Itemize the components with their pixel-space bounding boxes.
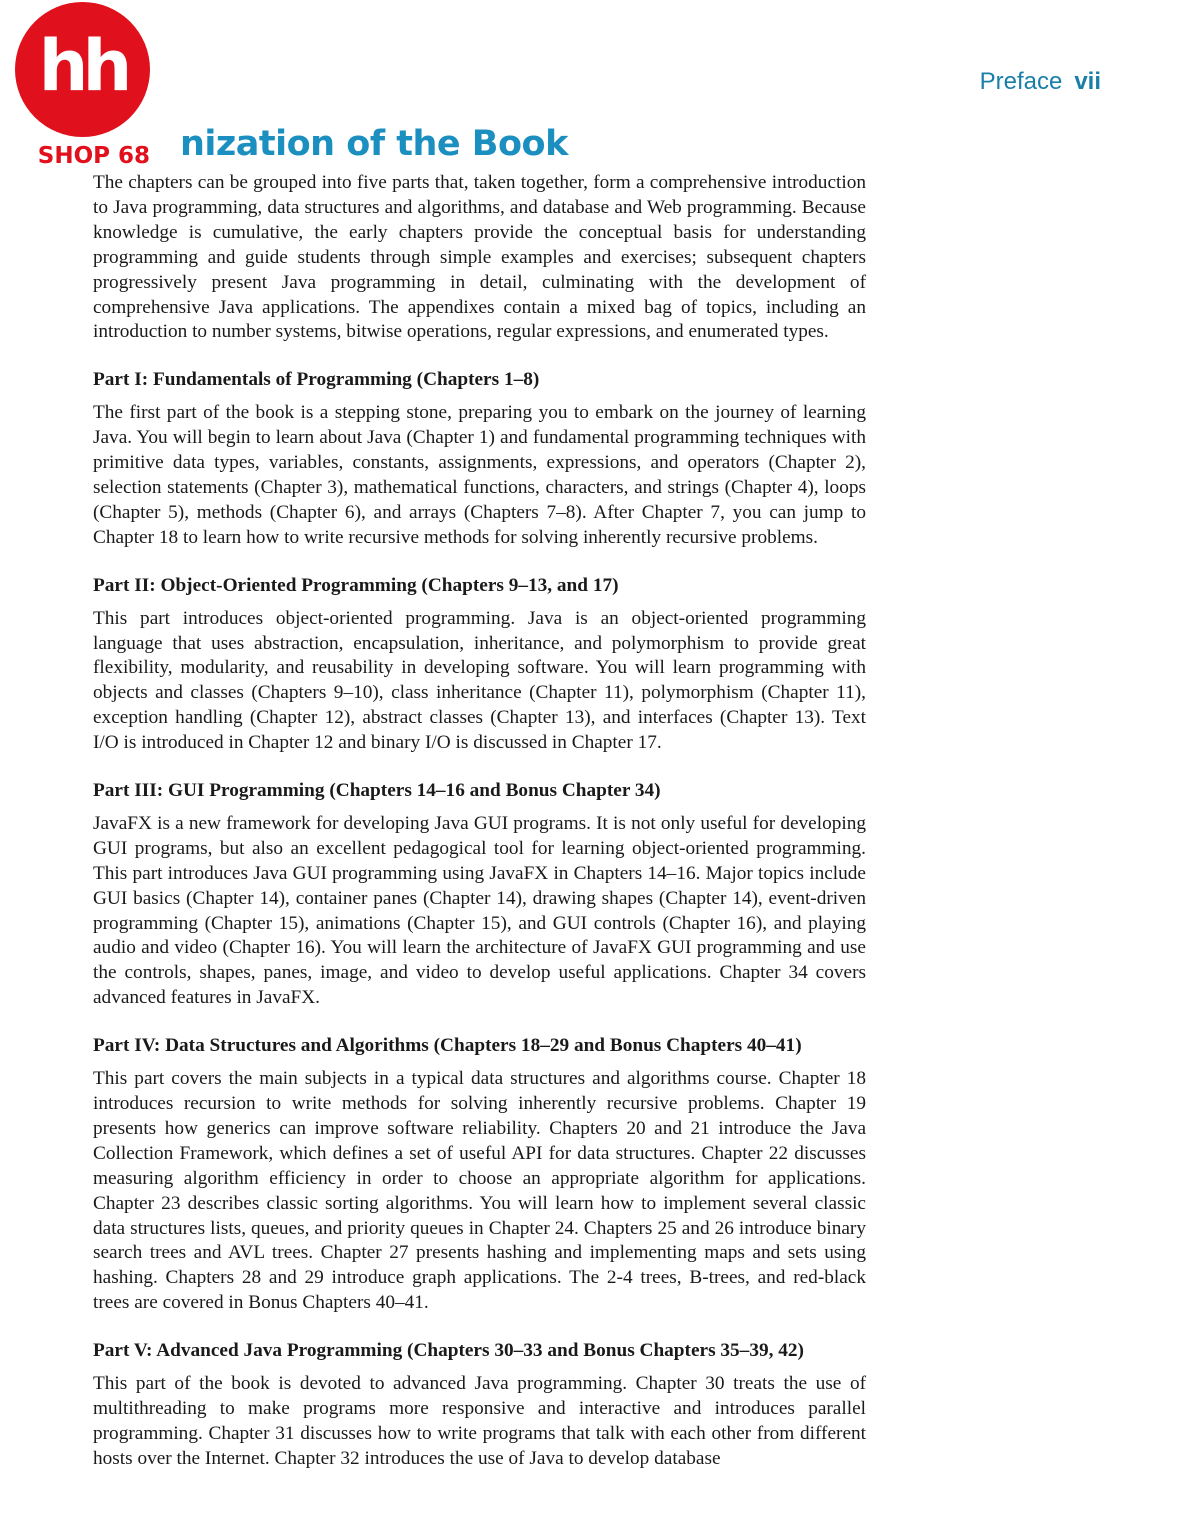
shop-label: SHOP 68 — [37, 143, 150, 169]
page-number: vii — [1074, 68, 1101, 95]
part-4-heading: Part IV: Data Structures and Algorithms (Chapters 18–29 and Bonus Chapters 40–41) — [93, 1035, 802, 1057]
part-2-paragraph: This part introduces object-oriented programming. Java is an object-oriented programming language that uses abstraction, encapsulation, inheritance, and polymorphism to provide great flexibility, modularity, and reusability in developing software. You will learn programming with objects and classes (Chapters 9–10), class inheritance (Chapter 11), polymorphism (Chapter 11), exception handling (Chapter 12), abstract classes (Chapter 13), and interfaces (Chapter 13). Text I/O is introduced in Chapter 12 and binary I/O is discussed in Chapter 17. — [93, 607, 866, 754]
logo-mark: hh — [38, 24, 127, 107]
part-1-paragraph: The first part of the book is a stepping stone, preparing you to embark on the journey of learning Java. You will begin to learn about Java (Chapter 1) and fundamental programming techniques with primitive data types, variables, constants, assignments, expressions, and operators (Chapter 2), selection statements (Chapter 3), mathematical functions, characters, and strings (Chapter 4), loops (Chapter 5), methods (Chapter 6), and arrays (Chapters 7–8). After Chapter 7, you can jump to Chapter 18 to learn how to write recursive methods for solving inherently recursive problems. — [93, 402, 866, 548]
shop-logo — [15, 2, 150, 137]
section-title: nization of the Book — [180, 124, 568, 164]
intro-paragraph: The chapters can be grouped into five parts that, taken together, form a comprehensive introduction to Java programming, data structures and algorithms, and database and Web programming. Because knowledge is cumulative, the early chapters provide the conceptual basis for understanding programming and guide students through simple examples and exercises; subsequent chapters progressively present Java programming in detail, culminating with the development of comprehensive Java applications. The appendixes contain a mixed bag of topics, including an introduction to number systems, bitwise operations, regular expressions, and enumerated types. — [93, 172, 866, 343]
part-2-heading: Part II: Object-Oriented Programming (Chapters 9–13, and 17) — [93, 574, 619, 596]
part-5-paragraph: This part of the book is devoted to advanced Java programming. Chapter 30 treats the use of multithreading to make programs more responsive and interactive and introduces parallel programming. Chapter 31 discusses how to write programs that talk with each other from different hosts over the Internet. Chapter 32 introduces the use of Java to develop database — [93, 1373, 866, 1469]
part-5-heading: Part V: Advanced Java Programming (Chapters 30–33 and Bonus Chapters 35–39, 42) — [93, 1340, 804, 1362]
part-3-heading: Part III: GUI Programming (Chapters 14–16 and Bonus Chapter 34) — [93, 780, 661, 802]
part-1-heading: Part I: Fundamentals of Programming (Chapters 1–8) — [93, 369, 540, 391]
part-3-paragraph: JavaFX is a new framework for developing Java GUI programs. It is not only useful for developing GUI programs, but also an excellent pedagogical tool for learning object-oriented programming. This part introduces Java GUI programming using JavaFX in Chapters 14–16. Major topics include GUI basics (Chapter 14), container panes (Chapter 14), drawing shapes (Chapter 14), event-driven programming (Chapter 15), animations (Chapter 15), and GUI controls (Chapter 16), and playing audio and video (Chapter 16). You will learn the architecture of JavaFX GUI programming and use the controls, shapes, panes, image, and video to develop useful applications. Chapter 34 covers advanced features in JavaFX. — [93, 812, 866, 1009]
running-head-label: Preface — [979, 68, 1063, 95]
page-body — [93, 171, 866, 1472]
running-head — [980, 68, 1101, 96]
part-4-paragraph: This part covers the main subjects in a typical data structures and algorithms course. Chapter 18 introduces recursion to write methods for solving inherently recursive problems. Chapter 19 presents how generics can improve software reliability. Chapters 20 and 21 introduce the Java Collection Framework, which defines a set of useful API for data structures. Chapter 22 discusses measuring algorithm efficiency in order to choose an appropriate algorithm for applications. Chapter 23 describes classic sorting algorithms. You will learn how to implement several classic data structures lists, queues, and priority queues in Chapter 24. Chapters 25 and 26 introduce binary search trees and AVL trees. Chapter 27 presents hashing and implementing maps and sets using hashing. Chapters 28 and 29 introduce graph applications. The 2-4 trees, B-trees, and red-black trees are covered in Bonus Chapters 40–41. — [93, 1068, 866, 1314]
